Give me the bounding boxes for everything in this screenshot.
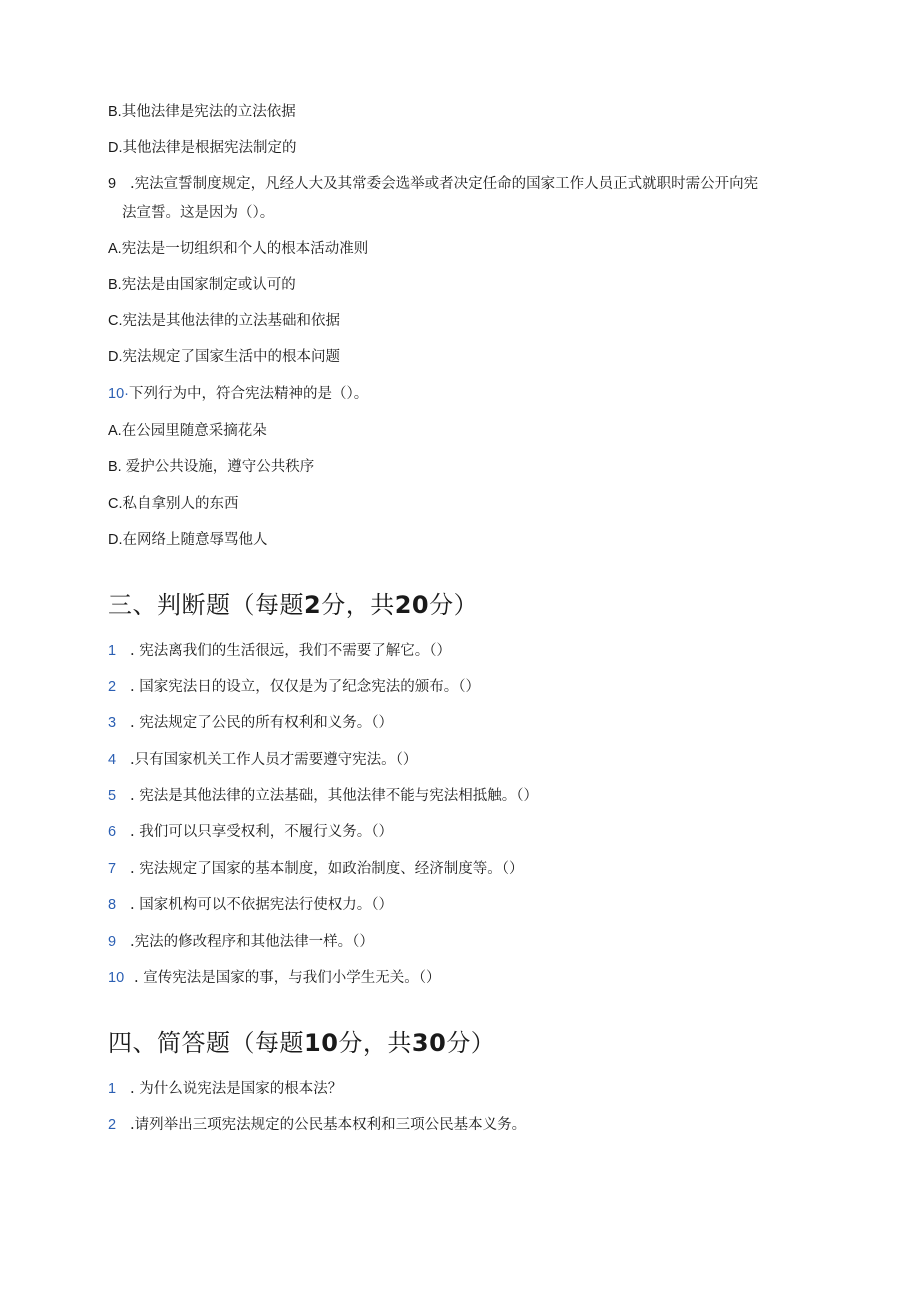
section-title-part: 分，共 <box>321 591 395 619</box>
q8-option-b <box>108 102 296 122</box>
q10-option-a <box>108 421 267 441</box>
item-number: 10 <box>108 970 125 986</box>
option-letter: B. <box>108 459 126 475</box>
q9-stem-line2: 法宣誓。这是因为（）。 <box>122 205 275 221</box>
option-letter: A. <box>108 423 122 439</box>
item-number: 7 <box>108 861 117 877</box>
option-text: 其他法律是宪法的立法依据 <box>121 104 296 120</box>
item-number: 4 <box>108 752 117 768</box>
item-text: . 宣传宪法是国家的事，与我们小学生无关。（） <box>134 970 441 986</box>
tf-item <box>108 713 393 733</box>
item-text: . 宪法规定了国家的基本制度，如政治制度、经济制度等。（） <box>130 861 524 877</box>
option-letter: A. <box>108 241 122 257</box>
q10-option-d <box>108 530 268 550</box>
total-points: 20 <box>394 591 430 619</box>
item-number: 8 <box>108 897 117 913</box>
option-letter: C. <box>108 313 123 329</box>
option-text: 宪法是其他法律的立法基础和依据 <box>122 313 340 329</box>
option-text: 爱护公共设施，遵守公共秩序 <box>125 459 315 475</box>
option-text: 宪法是由国家制定或认可的 <box>121 277 296 293</box>
option-text: 其他法律是根据宪法制定的 <box>122 140 297 156</box>
tf-item <box>108 786 538 806</box>
question-number: 9 <box>108 176 117 192</box>
tf-item <box>108 859 523 879</box>
item-text: . 宪法离我们的生活很远，我们不需要了解它。（） <box>130 643 451 659</box>
q9-option-a <box>108 239 368 259</box>
section-title-part: 四、简答题（每题 <box>108 1029 304 1057</box>
short-answer-item <box>108 1079 342 1099</box>
item-number: 1 <box>108 643 117 659</box>
tf-item <box>108 641 451 661</box>
section-title-part: 分，共 <box>338 1029 412 1057</box>
item-number: 2 <box>108 1117 117 1133</box>
item-number: 3 <box>108 715 117 731</box>
q10-option-b <box>108 457 314 477</box>
option-letter: B. <box>108 104 122 120</box>
item-number: 2 <box>108 679 117 695</box>
q10-stem <box>108 384 368 404</box>
tf-item <box>108 968 440 988</box>
q9-option-d <box>108 347 340 367</box>
section-title-part: 分） <box>429 591 479 619</box>
q8-option-d <box>108 138 297 158</box>
option-text: 宪法是一切组织和个人的根本活动准则 <box>121 241 369 257</box>
item-number: 1 <box>108 1081 117 1097</box>
option-text: 在公园里随意采摘花朵 <box>121 423 267 439</box>
points-per-question: 10 <box>304 1029 339 1057</box>
section-title-part: 三、判断题（每题 <box>108 591 304 619</box>
item-text: . 我们可以只享受权利，不履行义务。（） <box>130 824 393 840</box>
section4-title <box>108 1028 495 1058</box>
question-text: 下列行为中，符合宪法精神的是（）。 <box>128 386 369 402</box>
question-text: .宪法宣誓制度规定，凡经人大及其常委会选举或者决定任命的国家工作人员正式就职时需公开向宪 <box>130 176 759 192</box>
q10-option-c <box>108 494 239 514</box>
option-letter: D. <box>108 140 123 156</box>
item-number: 5 <box>108 788 117 804</box>
item-text: . 国家宪法日的设立，仅仅是为了纪念宪法的颁布。（） <box>130 679 480 695</box>
option-letter: C. <box>108 496 123 512</box>
option-text: 宪法规定了国家生活中的根本问题 <box>122 349 340 365</box>
item-text: . 宪法规定了公民的所有权利和义务。（） <box>130 715 393 731</box>
tf-item <box>108 895 393 915</box>
tf-item <box>108 677 480 697</box>
short-answer-item <box>108 1115 526 1135</box>
question-number: 10· <box>108 386 129 402</box>
section-title-part: 分） <box>446 1029 496 1057</box>
item-text: .只有国家机关工作人员才需要遵守宪法。（） <box>130 752 418 768</box>
item-text: . 为什么说宪法是国家的根本法？ <box>130 1081 343 1097</box>
option-letter: D. <box>108 532 123 548</box>
q9-option-c <box>108 311 340 331</box>
item-text: .请列举出三项宪法规定的公民基本权利和三项公民基本义务。 <box>130 1117 527 1133</box>
points-per-question: 2 <box>304 591 322 619</box>
option-text: 在网络上随意辱骂他人 <box>122 532 268 548</box>
item-number: 9 <box>108 934 117 950</box>
option-letter: D. <box>108 349 123 365</box>
q9-stem-line1 <box>108 174 758 194</box>
tf-item <box>108 822 393 842</box>
item-text: .宪法的修改程序和其他法律一样。（） <box>130 934 374 950</box>
q9-option-b <box>108 275 296 295</box>
total-points: 30 <box>411 1029 447 1057</box>
option-letter: B. <box>108 277 122 293</box>
item-text: . 国家机构可以不依据宪法行使权力。（） <box>130 897 393 913</box>
item-number: 6 <box>108 824 117 840</box>
tf-item <box>108 932 374 952</box>
option-text: 私自拿别人的东西 <box>122 496 239 512</box>
tf-item <box>108 750 417 770</box>
item-text: . 宪法是其他法律的立法基础，其他法律不能与宪法相抵触。（） <box>130 788 538 804</box>
section3-title <box>108 590 478 620</box>
